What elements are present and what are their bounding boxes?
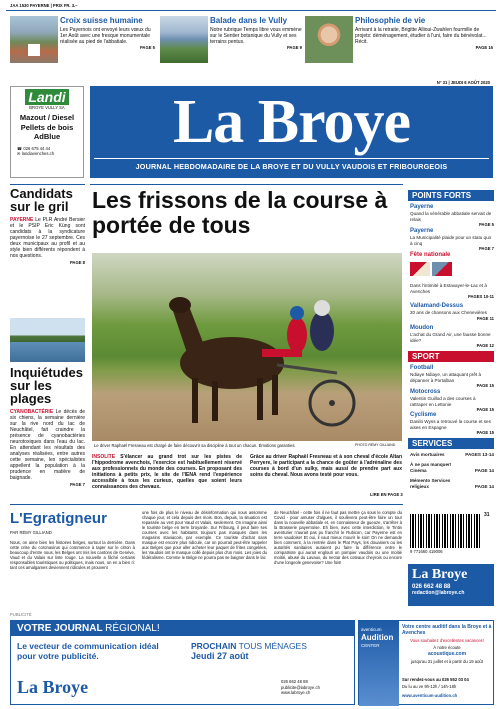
landi-web-row: ✉ landiavenches.ch [17, 150, 55, 156]
masthead-tagline: JOURNAL HEBDOMADAIRE DE LA BROYE ET DU VULLY VAUDOIS ET FRIBOURGEOIS [135, 162, 448, 171]
teaser-text: Arrivant à la retraite, Brigitte Allioui-Zwahlen fourmille de projets: déménagement, étudier à l'uni, faire du bénévolat... Récit. [355, 27, 487, 45]
sidebar-item-page: PAGE 11 [476, 315, 494, 321]
sidebar-item-vallamand[interactable] [410, 303, 494, 321]
sidebar-item-memento[interactable] [410, 478, 494, 489]
sidebar-item-moudon[interactable] [410, 325, 494, 348]
landi-line-1: Mazout / Diesel [19, 113, 75, 122]
sidebar-item-title: Payerne [410, 204, 434, 210]
sidebar-item-page: PAGES 13-14 [465, 452, 494, 457]
audition-mid: À notre écoute [433, 645, 461, 650]
egratigneur-col-2: une fois de plus le niveau de désinformation qui nous assomme chaque jour, et cela depuis des mois. Bon, depuis, la situation est repassée au vert pour Vaud et Valais, seulement. On imagine ainsi le touriste belge en terre broyarde. Sur Fribourg, il peut faire ses courses avec les habitants toujours pas masqués dans les magasins staviacois, par exemple. Ce touriste d'achat sans masque est encore plus ridicule, car on pourrait peut-être rappeler aux Belges que pour aller acheter leur paquet de frites congelées, les Vaudois ont le masque collé depuis plus d'un mois. Les joies du fédéralisme. Comme le Belge ne pourra pas se baigner dans le lac [142, 510, 267, 560]
story-inquietudes[interactable] [10, 366, 85, 487]
services-header: SERVICES [408, 438, 494, 449]
story-text-wrap [10, 217, 85, 259]
sidebar-item-page: PAGE 5 [478, 222, 494, 227]
teaser-vully[interactable] [210, 16, 302, 50]
sidebar-item-title: Mémento Services religieux [410, 478, 451, 489]
lead-caption: Le driver Raphaël Fresneau est chargé de faire découvrir sa discipline à tout un chacun. Émotions garanties. [94, 443, 296, 448]
sidebar-item-title: Vallamand-Dessus [410, 303, 464, 309]
masthead[interactable] [90, 86, 493, 178]
sidebar-row [410, 462, 494, 473]
lake-photo[interactable] [10, 318, 85, 362]
sidebar-item-football[interactable] [410, 365, 494, 388]
sidebar-item-title: À ne pas manquer! Cinéma [410, 462, 452, 473]
ad-web: www.labroye.ch [281, 690, 311, 695]
story-kicker: PAYERNE [10, 217, 34, 223]
sidebar-item-page: PAGE 15 [476, 407, 494, 412]
teaser-page: PAGE 5 [139, 45, 155, 50]
sidebar-row [410, 478, 494, 489]
landi-line-3: AdBlue [33, 132, 61, 141]
journal-vecteur: Le vecteur de communication idéal pour votre publicité. [17, 641, 159, 661]
landi-ad[interactable] [10, 86, 84, 178]
teaser-image-philosophie[interactable] [305, 16, 353, 63]
teaser-page: PAGE 16 [475, 45, 493, 50]
teaser-text: Les Payernois ont envoyé leurs vœux du 1er Août avec une fresque monumentale réalisée au pied de l'abbatiale. [60, 27, 151, 45]
sidebar-item-title: Avis mortuaires [410, 452, 445, 457]
sidebar-item-title: Football [410, 365, 434, 371]
teaser-image-vully[interactable] [160, 16, 208, 63]
landi-logo: Landi [25, 89, 69, 105]
lead-col-2: Grâce au driver Raphaël Fresneau et à son cheval d'école Altan Perryere, le participant a la chance de goûter à l'adrénaline des courses à bord d'un sulky, mais aussi de prendre part aux soins du cheval. Nous avons testé pour vous. [250, 454, 402, 478]
audition-hours: Du lu au ve 9h-12h / 14h-18h [402, 684, 457, 689]
sidebar-item-text: L'achat du Grand Air, une fausse bonne idée? [410, 332, 491, 343]
egratigneur-col-1: Nous, on aime bien les histoires belges, surtout la dernière. Dans cette crise du coronavirus qui commence à taper sur le citron à beaucoup d'entre nous, les Belges ont mis les cantons de Genève, Vaud et du Valais sur liste rouge. La nouvelle a fâché certains responsables touristiques ou politiques, mais nous, on en a bien ri: tant ces amalgames deviennent ridicules et prouvent [10, 540, 135, 570]
sidebar-item-title: Cyclisme [410, 412, 437, 418]
teaser-image-croix[interactable] [10, 16, 58, 63]
lead-kicker: INSOLITE [92, 454, 116, 460]
lead-credit: PHOTO RÉMY GILLIAND [355, 443, 396, 447]
contact-box[interactable] [408, 564, 494, 606]
barcode-issue: 31 [484, 512, 490, 518]
story-candidats[interactable] [10, 187, 85, 265]
story-text: Le décès de six chiens, la semaine dernière sur la rive nord du lac de Neuchâtel, fait craindre la présence de cyanobactéries neurotoxiques dans l'eau du lac. En attendant les résultats des analyses réalisées, entre autres cette semaine, les spécialistes appellent la population à la prudence en matière de baignade. [10, 409, 86, 481]
top-rule [6, 10, 496, 11]
prochain-rest: TOUS MÉNAGES [238, 641, 307, 651]
audition-headline: Votre centre auditif dans la Broye et à Avenches [402, 624, 492, 636]
sidebar-item-text: Ndiaye Ndiaye, un attaquant prêt à dépanner à Portalban [410, 372, 481, 383]
landi-line-2: Pellets de bois [20, 122, 74, 132]
story-page: PAGE 7 [69, 482, 85, 487]
teaser-title: Philosophie de vie [355, 16, 426, 25]
sidebar-item-cyclisme[interactable] [410, 412, 494, 435]
landi-phone-row: ☎ 026 675 44 44 [17, 145, 51, 151]
fete-photo [410, 262, 430, 276]
sport-header: SPORT [408, 351, 494, 362]
prochain-label: PROCHAIN [191, 641, 237, 651]
ad-phone: 026 662 48 88 [281, 679, 308, 684]
teaser-page: PAGE 9 [286, 45, 302, 50]
sidebar-item-title: Motocross [410, 389, 441, 395]
journal-brand: La Broye [17, 677, 89, 697]
audition-rdv: Sur rendez-vous au 026 552 03 04 [402, 677, 469, 682]
sidebar-item-page: PAGE 15 [476, 383, 494, 388]
landi-phone: 026 675 44 44 [23, 145, 51, 151]
lead-page[interactable]: LIRE EN PAGE 3 [370, 492, 403, 497]
ad-email: publicite@labroye.ch [281, 684, 320, 690]
lead-photo[interactable] [92, 253, 402, 441]
sidebar-item-text: Dans l'intimité à Estavayer-le-Lac et à Avenches [410, 283, 487, 294]
sidebar-item-payerne-1[interactable] [410, 204, 494, 227]
egratigneur-author: PAR RÉMY GILLIAND [10, 530, 52, 535]
sidebar-item-text: Danilo Wyss a retrouvé la course et ses aises en Espagne [410, 419, 491, 430]
contact-brand: La Broye [412, 567, 468, 582]
audition-brand-small: aventicum [361, 627, 382, 632]
sidebar-item-title: Moudon [410, 325, 434, 331]
journal-ad[interactable] [10, 620, 355, 705]
sidebar-item-cinema[interactable] [410, 462, 494, 473]
issue-left: JAA 1530 PAYERNE | PRIX FR. 3.– [10, 3, 78, 8]
story-kicker: CYANOBACTÉRIE [10, 409, 54, 415]
audition-ad[interactable] [358, 620, 494, 705]
publicite-label: PUBLICITÉ [10, 612, 32, 617]
audition-web: www.aventicum-audition.ch [402, 693, 458, 698]
lead-col-1 [92, 454, 242, 490]
barcode [410, 514, 482, 548]
sidebar-item-text: La Municipalité plaide pour un statu quo à cinq [410, 235, 492, 246]
journal-banner [11, 621, 354, 636]
story-text: Le PLR André Bersier et le PSIP Eric Küng sont candidats à la syndicature payernoise le 27 septembre. Ces deux municipaux au profil et au style bien différents répondent à nos questions. [10, 217, 86, 259]
journal-contacts [281, 679, 320, 696]
banner-right: RÉGIONAL! [105, 623, 160, 634]
sidebar-item-title: Fête nationale [410, 252, 451, 258]
sidebar-item-page: PAGES 10-11 [468, 294, 494, 299]
landi-sub: BROYE VULLY SA [29, 105, 65, 110]
landi-email: landiavenches.ch [21, 150, 55, 156]
sidebar-item-page: PAGE 14 [474, 483, 494, 489]
audition-brand: Audition [361, 633, 394, 642]
masthead-title: La Broye [172, 88, 411, 156]
sidebar-item-page: PAGE 14 [474, 467, 494, 473]
sidebar-item-page: PAGE 15 [476, 430, 494, 435]
sidebar-item-avis[interactable] [410, 452, 494, 458]
sidebar-item-fete[interactable] [410, 252, 494, 259]
sidebar-item-fete-text[interactable] [410, 283, 494, 299]
story-text-wrap [10, 409, 85, 481]
story-title: Inquiétudes sur les plages [10, 365, 83, 406]
sidebar-row [410, 452, 494, 458]
audition-partner: acoustique.com [427, 651, 467, 657]
teaser-title: Balade dans le Vully [210, 16, 288, 25]
audition-line: jusqu'au 31 juillet et à partir du 19 août [411, 659, 483, 664]
points-forts-header: POINTS FORTS [408, 190, 494, 201]
story-page: PAGE 8 [69, 260, 85, 265]
egratigneur-col-3: de Neuchâtel - cette fois il ne faut pas mettre ça sous le compte du Covid - pour amuser d'algues, il soulèvera peut-être faire un tour dans la nouvelle abbatiale et, en connaisseur de gueuze, s'arrêter à la Brasserie payernoise. Eh bien, avec cette interdiction, le Tintin aventurier n'aurait pas pu franchir le Rubicon, car Payerne est en terre vaudoise! Et oui, il vaut mieux mourir le soir! On ne demande bien comment, à la rentrée dans le Plat Pays, les douaniers ou les autorités sanitaires auraient pu faire la différence entre le compatriote qui aurait englouti un pompier vaudois ou une moitié moitié, abusé du Lavaux, du nectar des coteaux cheyrois ou encore d'une longeole genevoise? Une fois! [274, 510, 402, 565]
lead-text-1: S'élancer au grand trot sur les pistes de l'hippodrome avenchois, l'exercice est habituellement réservé aux professionnels du monde des courses. En proposant des initiations à petits prix, le site de l'IENA rend l'expérience accessible à tous les curieux, quelles que soient leurs connaissances des chevaux. [92, 454, 242, 490]
sidebar-item-motocross[interactable] [410, 389, 494, 412]
teaser-philosophie[interactable] [355, 16, 493, 50]
sidebar-item-title: Payerne [410, 228, 434, 234]
sidebar-item-text: Quand la vénérable abbatiale servait de relais [410, 211, 492, 222]
sidebar-item-text: 20 ans de chansons aux Chenevières [410, 310, 487, 315]
egratigneur-title[interactable]: L'Egratigneur [10, 510, 107, 527]
issue-right: N° 31 | JEUDI 6 AOÛT 2020 [436, 80, 490, 85]
contact-email: redaction@labroye.ch [412, 590, 465, 596]
prochain-row [191, 641, 307, 651]
sidebar-item-page: PAGE 7 [478, 246, 494, 251]
sidebar-item-text: Valentin Guillod a des courses à rattraper en Lettonie [410, 396, 476, 407]
teaser-croix[interactable] [60, 16, 155, 50]
banner-left: VOTRE JOURNAL [17, 623, 103, 634]
story-title: Candidats sur le gril [10, 186, 73, 214]
teaser-title: Croix suisse humaine [60, 16, 143, 25]
sidebar-item-page: PAGE 12 [476, 343, 494, 348]
teaser-text: Notre rubrique Temps libre vous emmène sur le Sentier botanique du Vully et ses terrains pentus. [210, 27, 302, 45]
barcode-number: 9 771660 419006 [410, 549, 443, 554]
fete-photo-2 [432, 262, 452, 276]
audition-sub: Vous souhaitez d'excellentes vacances! [410, 638, 484, 643]
lead-headline[interactable]: Les frissons de la course à portée de tous [92, 187, 388, 238]
horse-illustration [92, 253, 402, 441]
prochain-date: Jeudi 27 août [191, 651, 249, 661]
sidebar-item-payerne-2[interactable] [410, 228, 494, 251]
audition-brand-sub: CENTER [361, 643, 380, 648]
contact-phone: 026 662 48 88 [412, 584, 451, 590]
